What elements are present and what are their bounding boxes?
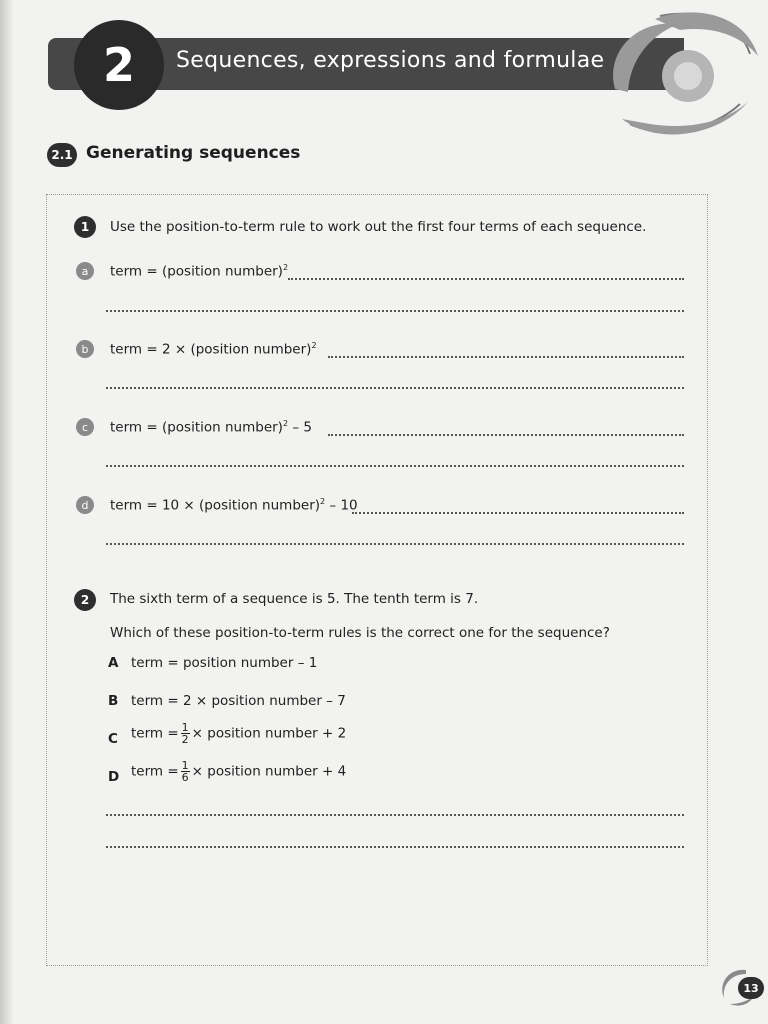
- answer-line-q2-2[interactable]: [106, 846, 684, 848]
- question-2-line-2: Which of these position-to-term rules is the correct one for the sequence?: [110, 625, 610, 641]
- answer-line-d1[interactable]: [352, 512, 684, 514]
- part-b-rule: term = 2 × (position number)$^2$: [110, 341, 317, 358]
- swirl-decoration-icon: [600, 4, 768, 144]
- fraction-one-half: $\frac{1}{2}$: [181, 721, 189, 746]
- answer-line-b2[interactable]: [106, 387, 684, 389]
- part-b-label: b: [76, 340, 94, 358]
- question-2-number: 2: [74, 589, 96, 611]
- question-1-number: 1: [74, 216, 96, 238]
- part-d-label: d: [76, 496, 94, 514]
- question-2-line-1: The sixth term of a sequence is 5. The tenth term is 7.: [110, 591, 479, 607]
- answer-line-b1[interactable]: [328, 356, 684, 358]
- option-c-letter: C: [108, 731, 118, 747]
- page-binding-shadow: [0, 0, 14, 1024]
- option-c-text: term = $\frac{1}{2}$ × position number + 2: [131, 721, 347, 746]
- fraction-one-sixth: $\frac{1}{6}$: [181, 759, 189, 784]
- option-a-text: term = position number – 1: [131, 655, 318, 671]
- option-d-letter: D: [108, 769, 120, 785]
- part-a-rule: term = (position number)$^2$: [110, 263, 289, 280]
- answer-line-q2-1[interactable]: [106, 814, 684, 816]
- answer-line-c2[interactable]: [106, 465, 684, 467]
- chapter-title: Sequences, expressions and formulae: [176, 48, 605, 73]
- option-a-letter: A: [108, 655, 119, 671]
- answer-line-c1[interactable]: [328, 434, 684, 436]
- answer-line-a2[interactable]: [106, 310, 684, 312]
- option-d-text: term = $\frac{1}{6}$ × position number + 4: [131, 759, 347, 784]
- chapter-number: 2: [74, 20, 164, 110]
- part-d-rule: term = 10 × (position number)$^2$ – 10: [110, 497, 358, 514]
- answer-line-d2[interactable]: [106, 543, 684, 545]
- question-1-prompt: Use the position-to-term rule to work out the first four terms of each sequence.: [110, 219, 647, 235]
- option-b-text: term = 2 × position number – 7: [131, 693, 346, 709]
- part-c-rule: term = (position number)$^2$ – 5: [110, 419, 312, 436]
- part-c-label: c: [76, 418, 94, 436]
- page-number: 13: [738, 977, 764, 999]
- section-title: Generating sequences: [86, 143, 301, 163]
- option-b-letter: B: [108, 693, 119, 709]
- answer-line-a1[interactable]: [288, 278, 684, 280]
- part-a-label: a: [76, 262, 94, 280]
- section-number-badge: 2.1: [47, 143, 77, 167]
